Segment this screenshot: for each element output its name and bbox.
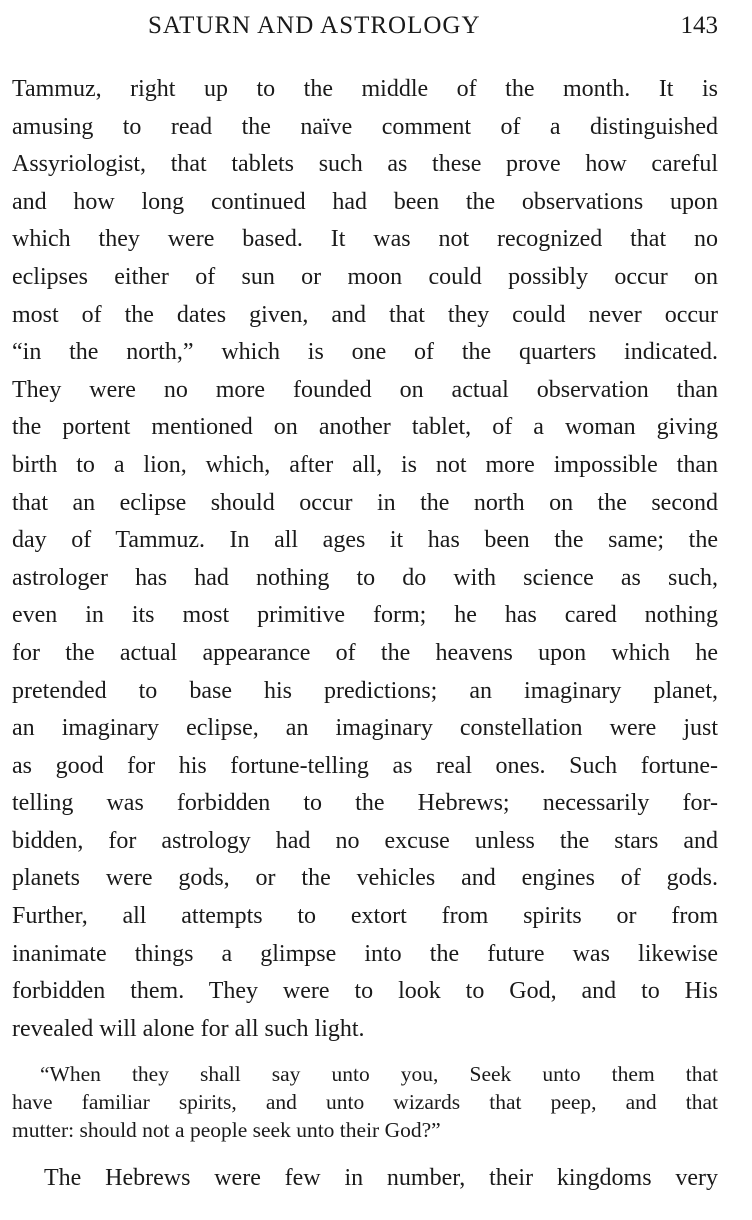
quote-line: “When they shall say unto you, Seek unto them that bbox=[40, 1062, 718, 1086]
text-line: The Hebrews were few in number, their kingdoms very bbox=[44, 1165, 718, 1191]
next-paragraph bbox=[12, 1160, 718, 1198]
text-line: the portent mentioned on another tablet, of a woman giving bbox=[12, 414, 718, 441]
text-line: Further, all attempts to extort from spirits or from bbox=[12, 903, 718, 930]
text-line: inanimate things a glimpse into the future was likewise bbox=[12, 940, 718, 967]
text-line: for the actual appearance of the heavens upon which he bbox=[12, 639, 718, 666]
text-line: an imaginary eclipse, an imaginary constellation were just bbox=[12, 715, 718, 742]
text-line: “in the north,” which is one of the quarters indicated. bbox=[12, 339, 718, 366]
text-line: revealed will alone for all such light. bbox=[12, 1015, 365, 1042]
block-quote bbox=[12, 1060, 718, 1144]
text-line: Tammuz, right up to the middle of the month. It is bbox=[12, 76, 718, 102]
text-line: even in its most primitive form; he has cared nothing bbox=[12, 602, 718, 629]
text-line: as good for his fortune-telling as real ones. Such fortune- bbox=[12, 752, 718, 779]
text-line: birth to a lion, which, after all, is not more impossible than bbox=[12, 451, 718, 478]
text-line: that an eclipse should occur in the north on the second bbox=[12, 489, 718, 516]
text-line: eclipses either of sun or moon could possibly occur on bbox=[12, 263, 718, 290]
text-line: which they were based. It was not recognized that no bbox=[12, 226, 718, 253]
text-line: most of the dates given, and that they could never occur bbox=[12, 301, 718, 328]
quote-line: have familiar spirits, and unto wizards that peep, and that bbox=[12, 1090, 718, 1114]
text-line: amusing to read the naïve comment of a distinguished bbox=[12, 113, 718, 140]
page-header bbox=[0, 12, 752, 48]
main-paragraph bbox=[12, 71, 718, 1048]
running-head: SATURN AND ASTROLOGY bbox=[148, 12, 481, 39]
text-line: pretended to base his predictions; an imaginary planet, bbox=[12, 677, 718, 704]
text-line: Assyriologist, that tablets such as these prove how careful bbox=[12, 151, 718, 178]
text-line: telling was forbidden to the Hebrews; necessarily for- bbox=[12, 790, 718, 817]
text-line: bidden, for astrology had no excuse unless the stars and bbox=[12, 827, 718, 854]
text-line: planets were gods, or the vehicles and engines of gods. bbox=[12, 865, 718, 892]
page-number: 143 bbox=[680, 12, 718, 39]
text-line: They were no more founded on actual observation than bbox=[12, 376, 718, 403]
text-line: day of Tammuz. In all ages it has been the same; the bbox=[12, 527, 718, 554]
text-line: astrologer has had nothing to do with science as such, bbox=[12, 564, 718, 591]
text-line: forbidden them. They were to look to God, and to His bbox=[12, 978, 718, 1005]
quote-line: mutter: should not a people seek unto their God?” bbox=[12, 1118, 441, 1142]
text-line: and how long continued had been the observations upon bbox=[12, 188, 718, 215]
